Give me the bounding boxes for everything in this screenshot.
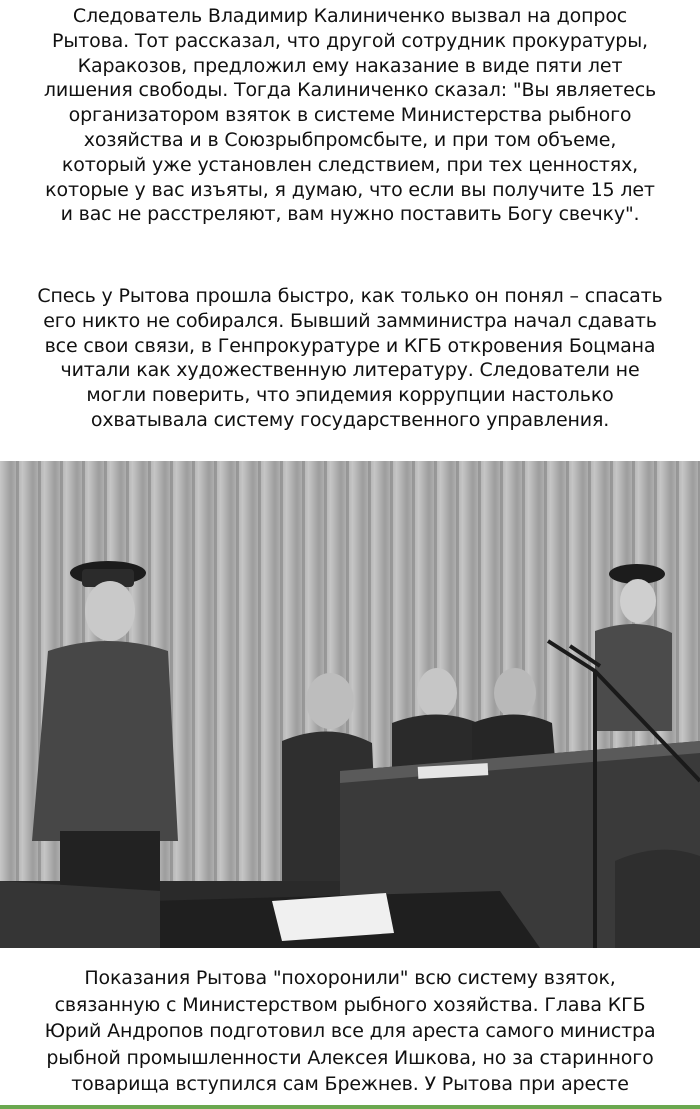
text-line: лишения свободы. Тогда Калиниченко сказал: "Вы являетесь (43, 79, 657, 102)
text-line: Рытова. Тот рассказал, что другой сотрудник прокуратуры, (52, 29, 648, 52)
paragraph-2 (0, 284, 700, 433)
text-line: организатором взяток в системе Министерства рыбного (68, 104, 632, 127)
paragraph-1 (0, 4, 700, 227)
text-line: хозяйства и в Союзрыбпромсбыте, и при том объеме, (83, 128, 617, 151)
chair (615, 850, 700, 948)
text-line: которые у вас изъяты, я думаю, что если вы получите 15 лет (45, 178, 655, 201)
text-line: все свои связи, в Генпрокуратуре и КГБ откровения Боцмана (44, 334, 656, 357)
text-line: рыбной промышленности Алексея Ишкова, но за старинного (46, 1046, 654, 1069)
paragraph-3 (0, 965, 700, 1098)
text-line: Следователь Владимир Калиниченко вызвал на допрос (72, 5, 628, 27)
text-line: и вас не расстреляют, вам нужно поставить Богу свечку". (60, 203, 640, 226)
courtroom-photo (0, 461, 700, 948)
text-line: могли поверить, что эпидемия коррупции настолько (86, 384, 614, 407)
text-line: товарища вступился сам Брежнев. У Рытова при аресте (71, 1073, 629, 1095)
text-line: Юрий Андропов подготовил все для ареста самого министра (44, 1020, 656, 1042)
text-line: Показания Рытова "похоронили" всю систему взяток, (84, 967, 616, 989)
text-line: связанную с Министерством рыбного хозяйства. Глава КГБ (54, 993, 646, 1016)
text-line: читали как художественную литературу. Следователи не (60, 359, 640, 382)
bottom-accent-bar (0, 1105, 700, 1109)
text-line: который уже установлен следствием, при тех ценностях, (61, 153, 639, 176)
text-line: Спесь у Рытова прошла быстро, как только он понял – спасать (37, 285, 663, 307)
text-line: Каракозов, предложил ему наказание в виде пяти лет (77, 54, 623, 77)
text-line: охватывала систему государственного управления. (90, 408, 610, 431)
text-line: его никто не собирался. Бывший замминистра начал сдавать (43, 309, 657, 332)
